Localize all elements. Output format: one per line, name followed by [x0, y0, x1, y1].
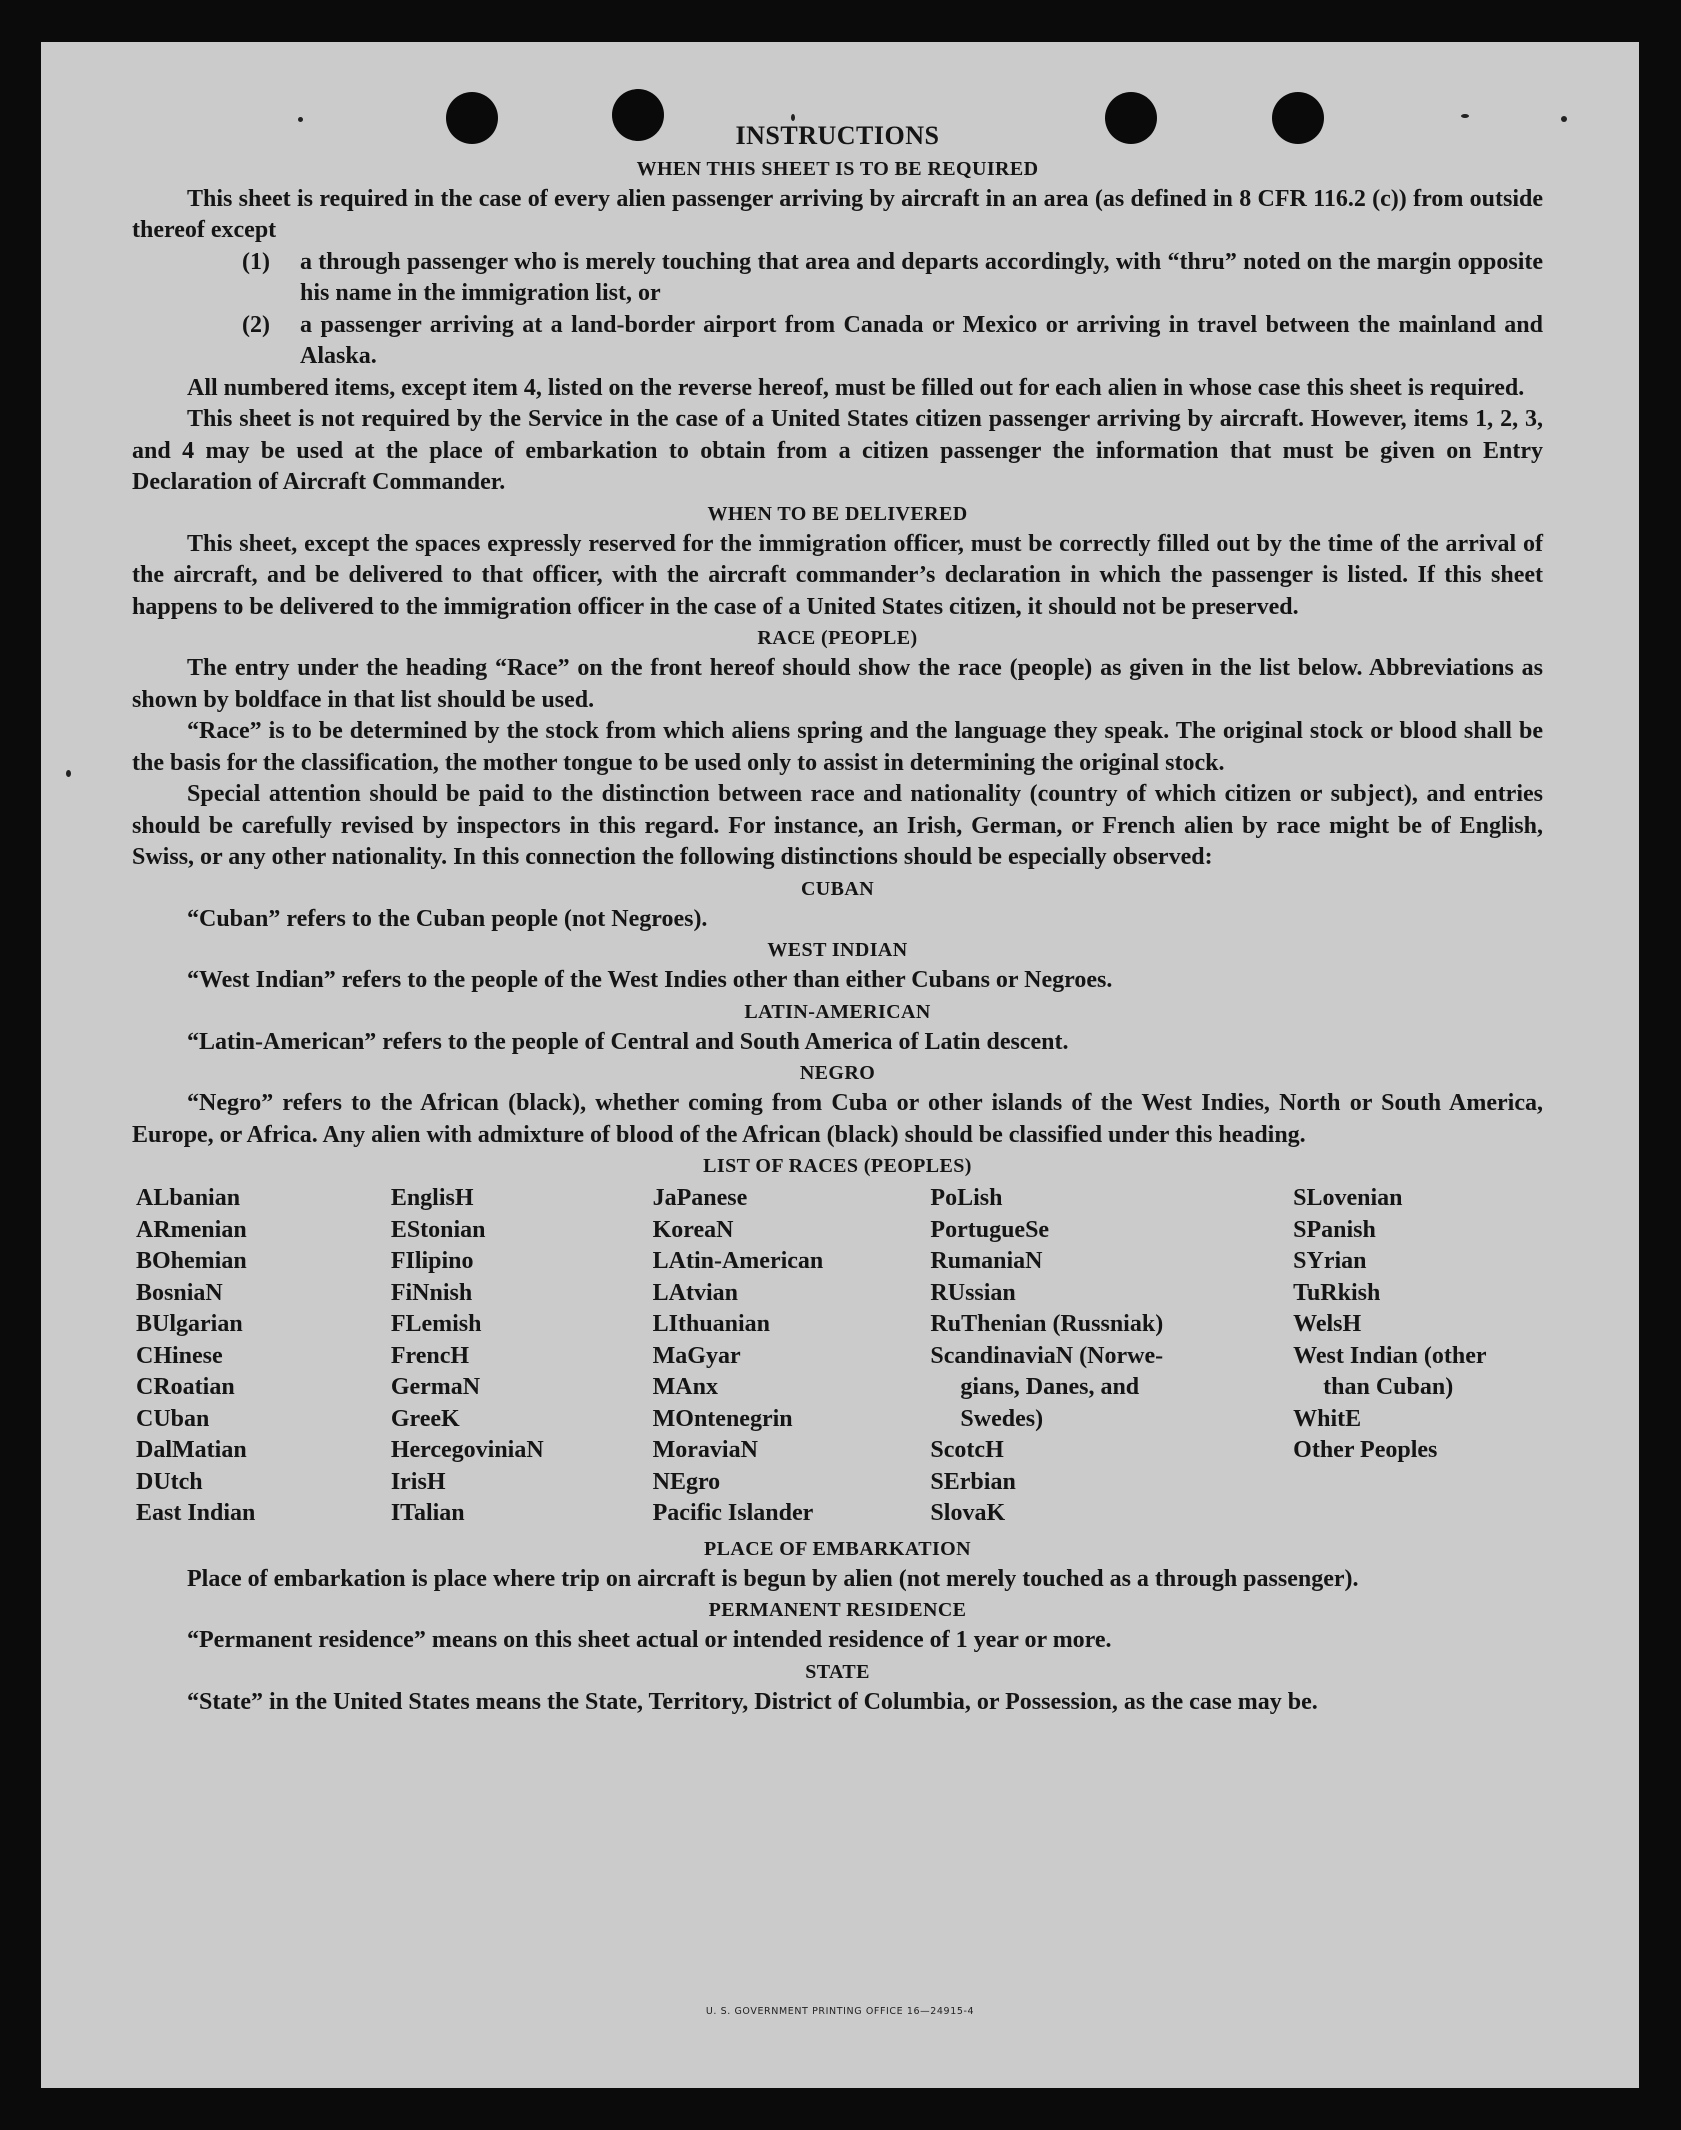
- paragraph-race-3: Special attention should be paid to the distinction between race and nationality (country of which citizen or subject), and entries should be carefully revised by inspectors in this regard. For instance, an Irish, German, or French alien by race might be of English, Swiss, or any other nationality. In this connection the following distinctions should be especially observed:: [132, 781, 1543, 870]
- heading-permanent-residence: PERMANENT RESIDENCE: [708, 1599, 967, 1621]
- race-entry: GreeK: [390, 1405, 460, 1432]
- dust-speck: [66, 770, 71, 777]
- race-entry: GermaN: [390, 1374, 481, 1400]
- race-entry: BOhemian: [136, 1248, 247, 1274]
- paragraph-numbered-items: All numbered items, except item 4, listed on the reverse hereof, must be filled out for each alien in whose case this sheet is required.: [187, 374, 1525, 401]
- race-entry: IrisH: [390, 1468, 446, 1495]
- item-number: (1): [242, 248, 270, 275]
- race-entry: SYrian: [1293, 1248, 1367, 1274]
- heading-when-required: WHEN THIS SHEET IS TO BE REQUIRED: [636, 157, 1039, 180]
- heading-state: STATE: [805, 1660, 870, 1683]
- race-entry: SlovaK: [930, 1500, 1006, 1526]
- list-item: [132, 310, 1543, 373]
- paragraph-residence: “Permanent residence” means on this sheet actual or intended residence of 1 year or more.: [187, 1627, 1112, 1653]
- race-entry: WelsH: [1293, 1311, 1362, 1337]
- race-entry: Other Peoples: [1293, 1437, 1438, 1463]
- race-entry: Pacific Islander: [652, 1500, 814, 1526]
- printing-office-footer: U. S. GOVERNMENT PRINTING OFFICE 16—24915-4: [705, 2006, 975, 2017]
- race-entry: SPanish: [1293, 1216, 1376, 1243]
- dust-speck: [1561, 116, 1567, 122]
- race-entry: ITalian: [390, 1500, 465, 1526]
- list-item: [132, 247, 1543, 310]
- race-entry: FrencH: [390, 1342, 470, 1369]
- race-entry: EnglisH: [390, 1185, 474, 1211]
- race-entry: MoraviaN: [652, 1437, 758, 1463]
- races-table: [136, 1183, 1543, 1530]
- race-entry: PortugueSe: [930, 1216, 1050, 1243]
- heading-cuban: CUBAN: [800, 877, 875, 900]
- race-entry: MAnx: [652, 1374, 718, 1400]
- item-text: a passenger arriving at a land-border airport from Canada or Mexico or arriving in travel between the mainland and Alaska.: [300, 311, 1543, 369]
- race-entry: TuRkish: [1293, 1279, 1381, 1306]
- races-column: [1293, 1183, 1543, 1530]
- race-entry: East Indian: [136, 1500, 256, 1526]
- race-entry: LAtvian: [652, 1279, 738, 1306]
- page-title: INSTRUCTIONS: [735, 121, 940, 150]
- race-entry: KoreaN: [652, 1216, 734, 1243]
- race-entry: than Cuban): [1323, 1374, 1454, 1400]
- heading-latin-american: LATIN-AMERICAN: [744, 1000, 931, 1023]
- race-entry: FLemish: [390, 1311, 482, 1337]
- race-entry: DalMatian: [136, 1437, 247, 1463]
- race-entry: gians, Danes, and: [960, 1374, 1140, 1400]
- race-entry: DUtch: [136, 1468, 203, 1495]
- race-entry: RumaniaN: [930, 1248, 1043, 1274]
- race-entry: EStonian: [390, 1216, 486, 1243]
- race-entry: SLovenian: [1293, 1185, 1403, 1211]
- race-entry: RUssian: [930, 1279, 1016, 1306]
- race-entry: CHinese: [136, 1342, 223, 1369]
- item-text: a through passenger who is merely touching that area and departs accordingly, with “thru” noted on the margin opposite his name in the immigration list, or: [300, 248, 1543, 306]
- paragraph-cuban: “Cuban” refers to the Cuban people (not Negroes).: [187, 905, 708, 932]
- document-sheet: [41, 42, 1639, 2088]
- paragraph-race-2: “Race” is to be determined by the stock from which aliens spring and the language they speak. The original stock or blood shall be the basis for the classification, the mother tongue to be used only to assist in determining the original stock.: [132, 718, 1543, 776]
- race-entry: ScandinaviaN (Norwe-: [930, 1342, 1164, 1369]
- race-entry: ALbanian: [136, 1185, 241, 1211]
- races-column: [930, 1183, 1293, 1530]
- instructions-body: [132, 120, 1543, 1718]
- heading-list-of-races: LIST OF RACES (PEOPLES): [703, 1155, 972, 1177]
- race-entry: MaGyar: [652, 1342, 741, 1369]
- paragraph-state: “State” in the United States means the State, Territory, District of Columbia, or Possession, as the case may be.: [187, 1688, 1318, 1715]
- paragraph-delivered: This sheet, except the spaces expressly reserved for the immigration officer, must be correctly filled out by the time of the arrival of the aircraft, and be delivered to that officer, with the aircraft commander’s declaration in which the passenger is listed. If this sheet happens to be delivered to the immigration officer in the case of a United States citizen, it should not be preserved.: [132, 530, 1543, 620]
- paragraph-west-indian: “West Indian” refers to the people of the West Indies other than either Cubans or Negroes.: [187, 967, 1113, 993]
- races-column: [653, 1183, 931, 1530]
- race-entry: PoLish: [930, 1185, 1003, 1211]
- heading-embarkation: PLACE OF EMBARKATION: [704, 1537, 971, 1560]
- race-entry: CUban: [136, 1405, 210, 1432]
- race-entry: LIthuanian: [652, 1311, 771, 1337]
- race-entry: MOntenegrin: [652, 1405, 793, 1432]
- heading-negro: NEGRO: [799, 1062, 876, 1084]
- races-column: [136, 1183, 391, 1530]
- race-entry: Swedes): [960, 1405, 1044, 1432]
- paragraph-negro: “Negro” refers to the African (black), whether coming from Cuba or other islands of the West Indies, North or South America, Europe, or Africa. Any alien with admixture of blood of the African (black) should be classified under this heading.: [132, 1090, 1543, 1148]
- paragraph-race-1: The entry under the heading “Race” on the front hereof should show the race (people) as given in the list below. Abbreviations as shown by boldface in that list should be used.: [132, 655, 1543, 713]
- heading-when-delivered: WHEN TO BE DELIVERED: [707, 502, 968, 525]
- race-entry: JaPanese: [652, 1185, 748, 1211]
- race-entry: ARmenian: [136, 1216, 247, 1243]
- races-column: [391, 1183, 653, 1530]
- item-number: (2): [242, 311, 270, 338]
- race-entry: NEgro: [652, 1468, 721, 1495]
- race-entry: FIlipino: [390, 1248, 474, 1274]
- heading-race: RACE (PEOPLE): [757, 627, 918, 649]
- dust-speck: [1461, 114, 1469, 118]
- race-entry: FiNnish: [390, 1279, 473, 1306]
- race-entry: LAtin-American: [652, 1248, 824, 1274]
- race-entry: HercegoviniaN: [390, 1437, 544, 1463]
- heading-west-indian: WEST INDIAN: [767, 939, 908, 961]
- race-entry: West Indian (other: [1293, 1342, 1487, 1369]
- race-entry: SErbian: [930, 1468, 1016, 1495]
- race-entry: ScotcH: [930, 1437, 1004, 1463]
- race-entry: WhitE: [1293, 1405, 1362, 1432]
- paragraph-embarkation: Place of embarkation is place where trip on aircraft is begun by alien (not merely touched as a through passenger).: [187, 1565, 1359, 1592]
- race-entry: CRoatian: [136, 1374, 235, 1400]
- paragraph-required-intro: This sheet is required in the case of every alien passenger arriving by aircraft in an area (as defined in 8 CFR 116.2 (c)) from outside thereof except: [132, 185, 1543, 243]
- paragraph-latin-american: “Latin-American” refers to the people of Central and South America of Latin descent.: [187, 1028, 1069, 1055]
- race-entry: BosniaN: [136, 1279, 223, 1306]
- race-entry: RuThenian (Russniak): [930, 1311, 1164, 1337]
- paragraph-citizen: This sheet is not required by the Service in the case of a United States citizen passenger arriving by aircraft. However, items 1, 2, 3, and 4 may be used at the place of embarkation to obtain from a citizen passenger the information that must be given on Entry Declaration of Aircraft Commander.: [132, 406, 1543, 495]
- race-entry: BUlgarian: [136, 1311, 243, 1337]
